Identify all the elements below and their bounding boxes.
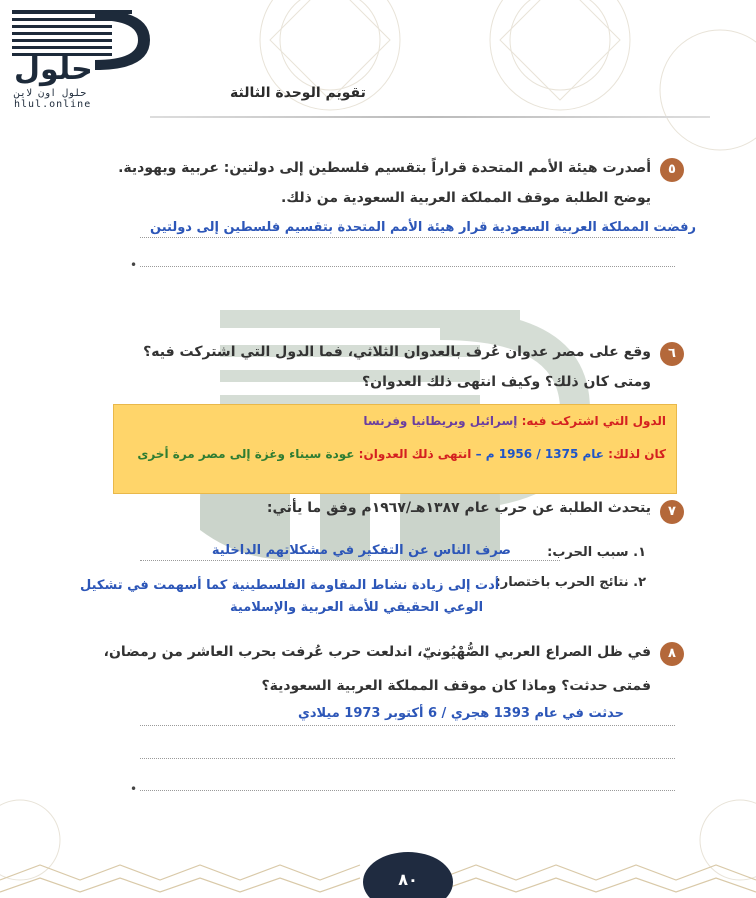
question-5-number: ٥ bbox=[660, 158, 684, 182]
question-5-line-1: أصدرت هيئة الأمم المتحدة قراراً بتقسيم فلسطين إلى دولتين: عربية ويهودية. bbox=[118, 160, 651, 176]
title-divider bbox=[150, 116, 710, 118]
answer-line-1 bbox=[124, 414, 666, 428]
value-end: عودة سيناء وغزة إلى مصر مرة أخرى bbox=[137, 447, 355, 461]
bullet: • bbox=[130, 258, 138, 272]
answer-line bbox=[140, 790, 675, 791]
answer-line bbox=[140, 266, 675, 267]
question-6-line-1: وقع على مصر عدوان عُرف بالعدوان الثلاثي، فما الدول التي اشتركت فيه؟ bbox=[143, 344, 651, 360]
question-6-answer-box bbox=[113, 404, 677, 494]
logo-subtitle: حلول اون لاين bbox=[14, 88, 87, 99]
question-8-number: ٨ bbox=[660, 642, 684, 666]
question-7-item-1-label: ١. سبب الحرب: bbox=[547, 545, 646, 560]
question-5-answer: رفضت المملكة العربية السعودية قرار هيئة الأمم المتحدة بتقسيم فلسطين إلى دولتين bbox=[150, 220, 696, 235]
page-number: ٨٠ bbox=[398, 870, 418, 889]
label-end: انتهى ذلك العدوان: bbox=[358, 447, 472, 461]
question-7-item-2-answer-line-1: أدت إلى زيادة نشاط المقاومة الفلسطينية كما أسهمت في تشكيل bbox=[80, 578, 500, 593]
question-7-line-1: يتحدث الطلبة عن حرب عام ١٣٨٧هـ/١٩٦٧م وفق ما يأتي: bbox=[266, 500, 651, 516]
answer-line bbox=[140, 237, 675, 238]
label-date: كان لذلك: bbox=[608, 447, 666, 461]
logo-url bbox=[14, 88, 91, 110]
question-8-answer: حدثت في عام 1393 هجري / 6 أكتوبر 1973 ميلادي bbox=[297, 706, 624, 721]
question-5-line-2: يوضح الطلبة موقف المملكة العربية السعودية من ذلك. bbox=[281, 190, 651, 206]
bullet: • bbox=[130, 782, 138, 796]
value-date: عام 1375 / 1956 م – bbox=[475, 447, 604, 461]
answer-line-2 bbox=[124, 444, 666, 464]
answer-line bbox=[140, 560, 560, 561]
question-6-line-2: ومتى كان ذلك؟ وكيف انتهى ذلك العدوان؟ bbox=[362, 374, 651, 390]
label-countries: الدول التي اشتركت فيه: bbox=[521, 414, 666, 428]
question-8-line-1: في ظل الصراع العربي الصُّهْيُونيّ، اندلعت حرب عُرفت بحرب العاشر من رمضان، bbox=[103, 644, 651, 660]
question-6-number: ٦ bbox=[660, 342, 684, 366]
answer-line bbox=[140, 758, 675, 759]
question-7-item-2-answer-line-2: الوعي الحقيقي للأمة العربية والإسلامية bbox=[230, 600, 484, 615]
unit-title: تقويم الوحدة الثالثة bbox=[230, 85, 366, 101]
logo-text: حلول bbox=[14, 52, 93, 87]
question-7-number: ٧ bbox=[660, 500, 684, 524]
question-7-item-1-answer: صرف الناس عن التفكير في مشكلاتهم الداخلية bbox=[211, 543, 511, 558]
logo-domain: hlul.online bbox=[14, 99, 92, 110]
question-7-item-2-label: ٢. نتائج الحرب باختصار: bbox=[495, 575, 646, 590]
question-8-line-2: فمتى حدثت؟ وماذا كان موقف المملكة العربية السعودية؟ bbox=[261, 678, 651, 694]
answer-line bbox=[140, 725, 675, 726]
value-countries: إسرائيل وبريطانيا وفرنسا bbox=[363, 414, 518, 428]
